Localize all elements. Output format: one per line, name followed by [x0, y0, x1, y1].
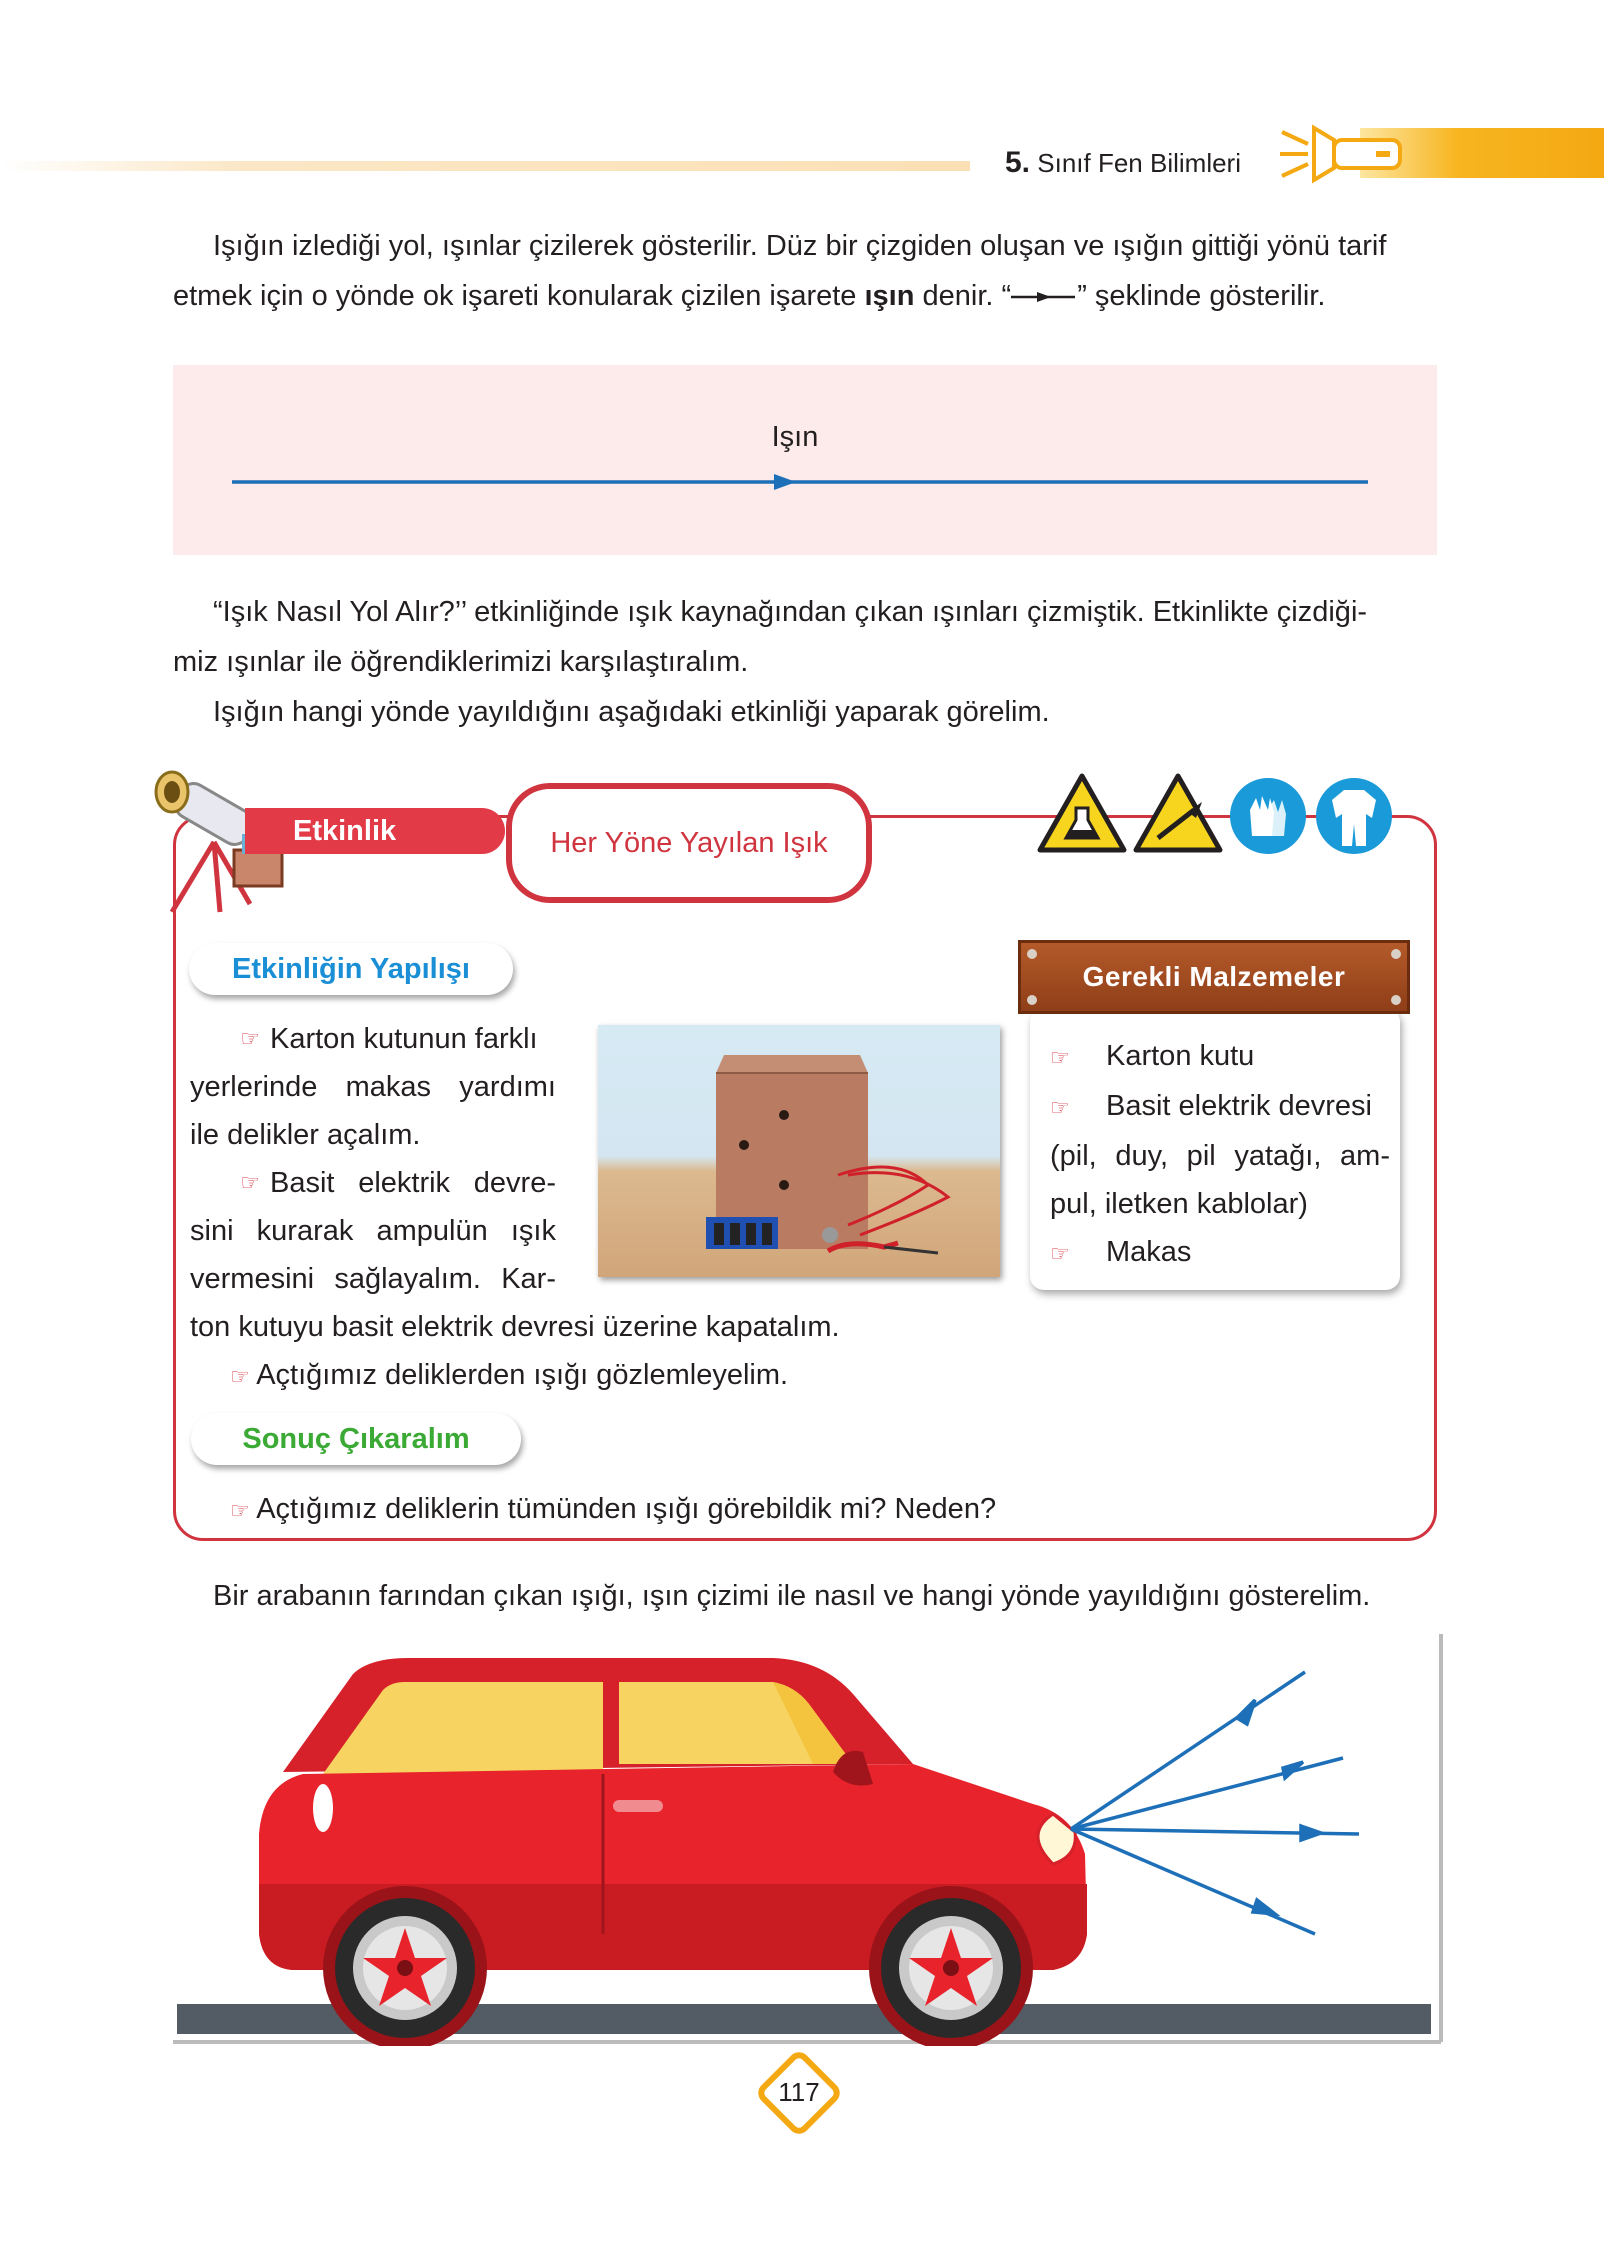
materials-heading-board: [1018, 940, 1410, 1014]
step-2-line-4: ton kutuyu basit elektrik devresi üzerine kapatalım.: [190, 1311, 840, 1343]
nail: [1027, 995, 1037, 1005]
term-isin: ışın: [864, 280, 915, 312]
step-3: [230, 1351, 1030, 1401]
pointing-hand-icon: ☞: [230, 1498, 250, 1523]
steps-column: [190, 1015, 556, 1303]
book-title: Sınıf Fen Bilimleri: [1037, 148, 1241, 178]
page-number: 117: [778, 2077, 820, 2107]
activity-title: Her Yöne Yayılan Işık: [506, 783, 872, 903]
para2-line-3: Işığın hangi yönde yayıldığını aşağıdaki etkinliği yaparak görelim.: [213, 696, 1050, 728]
pointing-hand-icon: ☞: [1050, 1241, 1070, 1266]
material-3: [1050, 1228, 1390, 1278]
step-2-line-3: vermesini sağlayalım. Kar-: [190, 1263, 556, 1295]
question-text: Açtığımız deliklerin tümünden ışığı görebildik mi? Neden?: [256, 1493, 997, 1525]
car-instruction: Bir arabanın farından çıkan ışığı, ışın çizimi ile nasıl ve hangi yönde yayıldığını gösterelim.: [213, 1580, 1371, 1612]
intro-line-2: [173, 271, 1443, 321]
nail: [1027, 949, 1037, 959]
lab-coat-icon: [1314, 776, 1394, 856]
ray-figure: [173, 365, 1437, 555]
material-2-line-2: (pil, duy, pil yatağı, am-: [1050, 1140, 1390, 1172]
intro-line-1: Işığın izlediği yol, ışınlar çizilerek gösterilir. Düz bir çizgiden oluşan ve ışığın gittiği yönü tarif: [213, 230, 1387, 262]
experiment-photo: [598, 1025, 1000, 1277]
pointing-hand-icon: ☞: [240, 1026, 260, 1051]
nail: [1391, 949, 1401, 959]
ray-arrow: [230, 470, 1370, 494]
paragraph-2: [173, 587, 1443, 737]
front-wheel: [881, 1898, 1021, 2038]
materials-list: [1050, 1032, 1390, 1278]
chapter-number: 5.: [1005, 146, 1031, 179]
material-text: Makas: [1106, 1236, 1192, 1268]
pointing-hand-icon: ☞: [230, 1364, 250, 1389]
conclusion-heading: Sonuç Çıkaralım: [191, 1413, 521, 1465]
pointing-hand-icon: ☞: [1050, 1095, 1070, 1120]
header-title: [1005, 146, 1241, 180]
step-text: Açtığımız deliklerden ışığı gözlemleyelim.: [256, 1359, 789, 1391]
procedure-heading: Etkinliğin Yapılışı: [189, 943, 513, 995]
intro-paragraph: [173, 221, 1443, 321]
car-illustration: [173, 1634, 1445, 2046]
chemical-warning-icon: [1036, 772, 1128, 854]
conclusion-question: [230, 1485, 1230, 1535]
cardboard-box-photo: [598, 1025, 1000, 1277]
step-2-line-1: [190, 1159, 556, 1207]
intro-text: etmek için o yönde ok işareti konularak çizilen işarete: [173, 280, 865, 312]
pointing-hand-icon: ☞: [1050, 1045, 1070, 1070]
material-2-line-3: pul, iletken kablolar): [1050, 1188, 1308, 1220]
nail: [1391, 995, 1401, 1005]
gloves-icon: [1228, 776, 1308, 856]
step-text: Karton kutunun farklı: [270, 1023, 538, 1055]
material-2-line-1: [1050, 1082, 1390, 1132]
material-text: Basit elektrik devresi: [1106, 1090, 1372, 1122]
materials-heading: Gerekli Malzemeler: [1082, 961, 1346, 992]
step-2-line-2: sini kurarak ampulün ışık: [190, 1215, 556, 1247]
activity-tab: Etkinlik: [245, 808, 505, 854]
step-text: Basit elektrik devre-: [270, 1167, 556, 1199]
ray-label: Işın: [771, 421, 819, 453]
intro-text: denir. “: [914, 280, 1012, 312]
sharp-object-warning-icon: [1132, 772, 1224, 854]
header-rule: [0, 161, 970, 171]
para2-line-1: “Işık Nasıl Yol Alır?’’ etkinliğinde ışık kaynağından çıkan ışınları çizmiştik. Etkinlikte çizdiği-: [213, 596, 1368, 628]
inline-ray-arrow-icon: [1011, 289, 1077, 305]
flashlight-icon: [1278, 118, 1418, 190]
para2-line-2: miz ışınlar ile öğrendiklerimizi karşılaştıralım.: [173, 646, 749, 678]
step-1-line-1: [190, 1015, 556, 1063]
step-1-line-2: yerlerinde makas yardımı: [190, 1071, 556, 1103]
pointing-hand-icon: ☞: [240, 1170, 260, 1195]
headlight-rays: [1071, 1672, 1359, 1934]
rear-wheel: [335, 1898, 475, 2038]
material-1: [1050, 1032, 1390, 1082]
intro-text: ” şeklinde gösterilir.: [1077, 280, 1326, 312]
step-1-line-3: ile delikler açalım.: [190, 1119, 421, 1151]
material-text: Karton kutu: [1106, 1040, 1255, 1072]
